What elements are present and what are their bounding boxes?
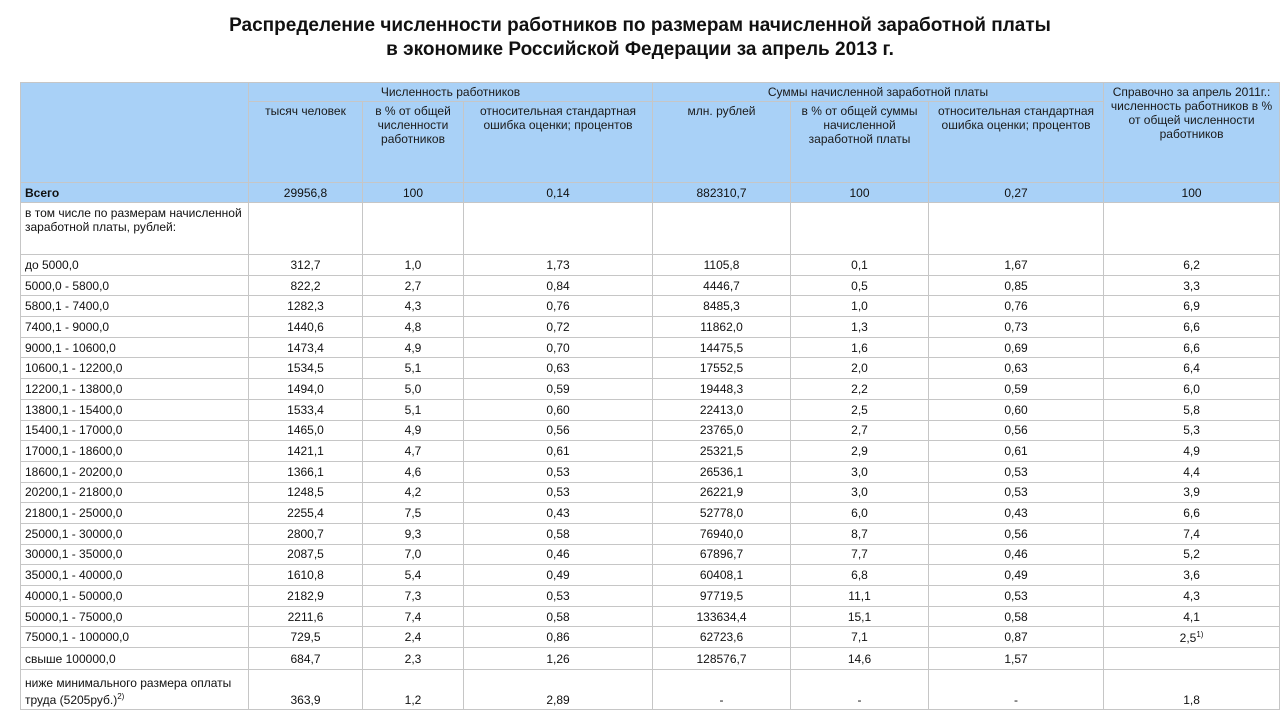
cell: 100 <box>791 183 929 203</box>
header-std-error-workers: относительная стандартная ошибка оценки; процентов <box>464 102 653 183</box>
cell: - <box>791 670 929 710</box>
cell: 2,9 <box>791 441 929 462</box>
cell: 4,8 <box>363 317 464 338</box>
cell: 2,3 <box>363 648 464 670</box>
cell: 5,4 <box>363 565 464 586</box>
cell: 17552,5 <box>653 358 791 379</box>
header-reference-2011: Справочно за апрель 2011г.: численность работников в % от общей численности работников <box>1104 83 1280 183</box>
cell: 1,0 <box>791 296 929 317</box>
cell: 1610,8 <box>249 565 363 586</box>
cell: 1,8 <box>1104 670 1280 710</box>
cell: 6,6 <box>1104 317 1280 338</box>
cell: 0,5 <box>791 275 929 296</box>
cell: 1533,4 <box>249 399 363 420</box>
cell <box>363 203 464 255</box>
cell: 4,1 <box>1104 606 1280 627</box>
page-subtitle: в экономике Российской Федерации за апрель 2013 г. <box>386 39 894 60</box>
table-row <box>21 627 1280 648</box>
cell <box>791 203 929 255</box>
header-group-wages: Суммы начисленной заработной платы <box>653 83 1104 102</box>
cell: 1,2 <box>363 670 464 710</box>
cell: 0,84 <box>464 275 653 296</box>
table-row <box>21 606 1280 627</box>
cell: 6,6 <box>1104 503 1280 524</box>
cell: 4,4 <box>1104 461 1280 482</box>
header-corner <box>21 83 249 183</box>
cell <box>653 203 791 255</box>
cell: 100 <box>363 183 464 203</box>
table-row <box>21 337 1280 358</box>
cell: 1421,1 <box>249 441 363 462</box>
table-row <box>21 379 1280 400</box>
cell: 2182,9 <box>249 586 363 607</box>
cell: 0,56 <box>464 420 653 441</box>
cell: 0,49 <box>929 565 1104 586</box>
cell: 0,60 <box>929 399 1104 420</box>
cell: 76940,0 <box>653 523 791 544</box>
cell: 0,63 <box>464 358 653 379</box>
row-label: 5800,1 - 7400,0 <box>21 296 249 317</box>
cell: 6,9 <box>1104 296 1280 317</box>
row-label: 50000,1 - 75000,0 <box>21 606 249 627</box>
row-label: 17000,1 - 18600,0 <box>21 441 249 462</box>
cell: 0,85 <box>929 275 1104 296</box>
cell: 0,56 <box>929 420 1104 441</box>
cell: 5,3 <box>1104 420 1280 441</box>
cell: 0,53 <box>929 482 1104 503</box>
row-label: до 5000,0 <box>21 255 249 276</box>
table-row <box>21 461 1280 482</box>
cell: 729,5 <box>249 627 363 648</box>
cell: 822,2 <box>249 275 363 296</box>
cell: 23765,0 <box>653 420 791 441</box>
cell: 0,58 <box>464 523 653 544</box>
wage-distribution-table <box>20 82 1280 710</box>
cell: 3,0 <box>791 461 929 482</box>
row-label: 5000,0 - 5800,0 <box>21 275 249 296</box>
cell: 1105,8 <box>653 255 791 276</box>
cell: 0,58 <box>464 606 653 627</box>
cell: 1,0 <box>363 255 464 276</box>
table-row <box>21 482 1280 503</box>
cell: 0,60 <box>464 399 653 420</box>
cell: 0,73 <box>929 317 1104 338</box>
cell: 1,67 <box>929 255 1104 276</box>
cell: 4,2 <box>363 482 464 503</box>
cell: 52778,0 <box>653 503 791 524</box>
cell: 4,7 <box>363 441 464 462</box>
cell: 8485,3 <box>653 296 791 317</box>
cell: 1,6 <box>791 337 929 358</box>
cell: 4,6 <box>363 461 464 482</box>
cell: 0,87 <box>929 627 1104 648</box>
cell <box>249 203 363 255</box>
cell: 0,72 <box>464 317 653 338</box>
table-row <box>21 255 1280 276</box>
cell: 1,57 <box>929 648 1104 670</box>
row-label: 35000,1 - 40000,0 <box>21 565 249 586</box>
row-label: 18600,1 - 20200,0 <box>21 461 249 482</box>
cell: 0,46 <box>464 544 653 565</box>
cell: 11,1 <box>791 586 929 607</box>
footnote-marker: 1) <box>1196 629 1204 639</box>
cell: 7,0 <box>363 544 464 565</box>
cell: 4,9 <box>363 420 464 441</box>
row-label: 25000,1 - 30000,0 <box>21 523 249 544</box>
cell: 22413,0 <box>653 399 791 420</box>
cell: 0,53 <box>464 461 653 482</box>
total-row <box>21 183 1280 203</box>
cell: 0,53 <box>929 461 1104 482</box>
cell: 2,0 <box>791 358 929 379</box>
row-label: свыше 100000,0 <box>21 648 249 670</box>
row-label-text: ниже минимального размера оплаты труда (5205руб.) <box>25 676 232 708</box>
cell: 5,1 <box>363 358 464 379</box>
cell: 3,0 <box>791 482 929 503</box>
cell: 4,9 <box>1104 441 1280 462</box>
table-body <box>21 183 1280 710</box>
cell: 19448,3 <box>653 379 791 400</box>
cell: 6,4 <box>1104 358 1280 379</box>
table-row <box>21 441 1280 462</box>
cell: 1,26 <box>464 648 653 670</box>
cell: 1494,0 <box>249 379 363 400</box>
cell: 3,9 <box>1104 482 1280 503</box>
including-row <box>21 203 1280 255</box>
header-percent-wages: в % от общей суммы начисленной заработной платы <box>791 102 929 183</box>
cell <box>1104 203 1280 255</box>
cell: 882310,7 <box>653 183 791 203</box>
row-label: 10600,1 - 12200,0 <box>21 358 249 379</box>
header-std-error-wages: относительная стандартная ошибка оценки; процентов <box>929 102 1104 183</box>
cell: 97719,5 <box>653 586 791 607</box>
cell: 6,2 <box>1104 255 1280 276</box>
cell: 67896,7 <box>653 544 791 565</box>
row-label: 75000,1 - 100000,0 <box>21 627 249 648</box>
cell: 0,43 <box>929 503 1104 524</box>
table-row <box>21 399 1280 420</box>
cell: 1,3 <box>791 317 929 338</box>
cell <box>464 203 653 255</box>
row-label: 15400,1 - 17000,0 <box>21 420 249 441</box>
cell: 7,5 <box>363 503 464 524</box>
cell: 1440,6 <box>249 317 363 338</box>
cell: 60408,1 <box>653 565 791 586</box>
cell: 1465,0 <box>249 420 363 441</box>
cell: 684,7 <box>249 648 363 670</box>
cell: 7,1 <box>791 627 929 648</box>
cell: 0,59 <box>929 379 1104 400</box>
cell: 0,58 <box>929 606 1104 627</box>
cell: 25321,5 <box>653 441 791 462</box>
cell: 7,4 <box>363 606 464 627</box>
cell: 0,49 <box>464 565 653 586</box>
cell: 133634,4 <box>653 606 791 627</box>
cell: 7,3 <box>363 586 464 607</box>
table-row <box>21 544 1280 565</box>
table-row <box>21 523 1280 544</box>
cell: - <box>653 670 791 710</box>
cell: 26536,1 <box>653 461 791 482</box>
cell: 4446,7 <box>653 275 791 296</box>
cell: 7,4 <box>1104 523 1280 544</box>
table-row <box>21 275 1280 296</box>
row-label: 21800,1 - 25000,0 <box>21 503 249 524</box>
table-row <box>21 420 1280 441</box>
cell: 6,0 <box>791 503 929 524</box>
table-row <box>21 503 1280 524</box>
table-row <box>21 565 1280 586</box>
cell: 0,76 <box>464 296 653 317</box>
cell: - <box>929 670 1104 710</box>
cell: 6,6 <box>1104 337 1280 358</box>
row-label: 13800,1 - 15400,0 <box>21 399 249 420</box>
cell: 0,53 <box>464 482 653 503</box>
cell-value: 2,5 <box>1179 630 1197 645</box>
cell: 14,6 <box>791 648 929 670</box>
cell: 5,1 <box>363 399 464 420</box>
row-label: 9000,1 - 10600,0 <box>21 337 249 358</box>
page-title: Распределение численности работников по размерам начисленной заработной платы <box>229 15 1051 36</box>
cell: 1282,3 <box>249 296 363 317</box>
cell: 5,2 <box>1104 544 1280 565</box>
cell: 0,53 <box>929 586 1104 607</box>
cell: 0,70 <box>464 337 653 358</box>
cell: 4,3 <box>363 296 464 317</box>
cell: 0,56 <box>929 523 1104 544</box>
cell: 100 <box>1104 183 1280 203</box>
header-thousand-people: тысяч человек <box>249 102 363 183</box>
cell: 9,3 <box>363 523 464 544</box>
table-row <box>21 358 1280 379</box>
cell: 8,7 <box>791 523 929 544</box>
cell: 3,6 <box>1104 565 1280 586</box>
cell: 0,59 <box>464 379 653 400</box>
cell: 0,43 <box>464 503 653 524</box>
cell: 2087,5 <box>249 544 363 565</box>
cell: 4,9 <box>363 337 464 358</box>
cell: 2,7 <box>791 420 929 441</box>
table-row-min-wage <box>21 670 1280 710</box>
cell: 2,4 <box>363 627 464 648</box>
cell: 0,76 <box>929 296 1104 317</box>
row-label: 20200,1 - 21800,0 <box>21 482 249 503</box>
cell <box>1104 648 1280 670</box>
cell: 1366,1 <box>249 461 363 482</box>
cell: 0,63 <box>929 358 1104 379</box>
cell: 2800,7 <box>249 523 363 544</box>
cell: 1473,4 <box>249 337 363 358</box>
row-label: 30000,1 - 35000,0 <box>21 544 249 565</box>
cell: 0,1 <box>791 255 929 276</box>
cell: 0,14 <box>464 183 653 203</box>
cell: 4,3 <box>1104 586 1280 607</box>
cell: 1,73 <box>464 255 653 276</box>
cell: 312,7 <box>249 255 363 276</box>
table-row <box>21 586 1280 607</box>
cell: 11862,0 <box>653 317 791 338</box>
cell: 26221,9 <box>653 482 791 503</box>
including-label: в том числе по размерам начисленной заработной платы, рублей: <box>21 203 249 255</box>
cell: 128576,7 <box>653 648 791 670</box>
cell: 1248,5 <box>249 482 363 503</box>
row-label: 40000,1 - 50000,0 <box>21 586 249 607</box>
cell: 0,61 <box>464 441 653 462</box>
footnote-marker: 2) <box>117 692 125 702</box>
cell: 6,8 <box>791 565 929 586</box>
row-label: 7400,1 - 9000,0 <box>21 317 249 338</box>
cell: 2,2 <box>791 379 929 400</box>
cell: 14475,5 <box>653 337 791 358</box>
cell: 0,69 <box>929 337 1104 358</box>
cell: 2,89 <box>464 670 653 710</box>
cell: 29956,8 <box>249 183 363 203</box>
header-group-workers: Численность работников <box>249 83 653 102</box>
row-label: 12200,1 - 13800,0 <box>21 379 249 400</box>
cell <box>929 203 1104 255</box>
cell: 1534,5 <box>249 358 363 379</box>
cell: 3,3 <box>1104 275 1280 296</box>
cell: 0,46 <box>929 544 1104 565</box>
cell: 2,7 <box>363 275 464 296</box>
cell: 5,0 <box>363 379 464 400</box>
row-label: Всего <box>21 183 249 203</box>
table-row <box>21 648 1280 670</box>
cell: 363,9 <box>249 670 363 710</box>
cell: 0,27 <box>929 183 1104 203</box>
cell: 0,61 <box>929 441 1104 462</box>
table-row <box>21 296 1280 317</box>
header-percent-workers: в % от общей численности работников <box>363 102 464 183</box>
header-million-rubles: млн. рублей <box>653 102 791 183</box>
cell: 6,0 <box>1104 379 1280 400</box>
cell: 15,1 <box>791 606 929 627</box>
cell: 62723,6 <box>653 627 791 648</box>
row-label <box>21 670 249 710</box>
cell: 5,8 <box>1104 399 1280 420</box>
cell: 2255,4 <box>249 503 363 524</box>
cell: 2211,6 <box>249 606 363 627</box>
table-row <box>21 317 1280 338</box>
cell: 2,5 <box>791 399 929 420</box>
cell: 7,7 <box>791 544 929 565</box>
cell: 0,53 <box>464 586 653 607</box>
cell: 0,86 <box>464 627 653 648</box>
cell <box>1104 627 1280 648</box>
